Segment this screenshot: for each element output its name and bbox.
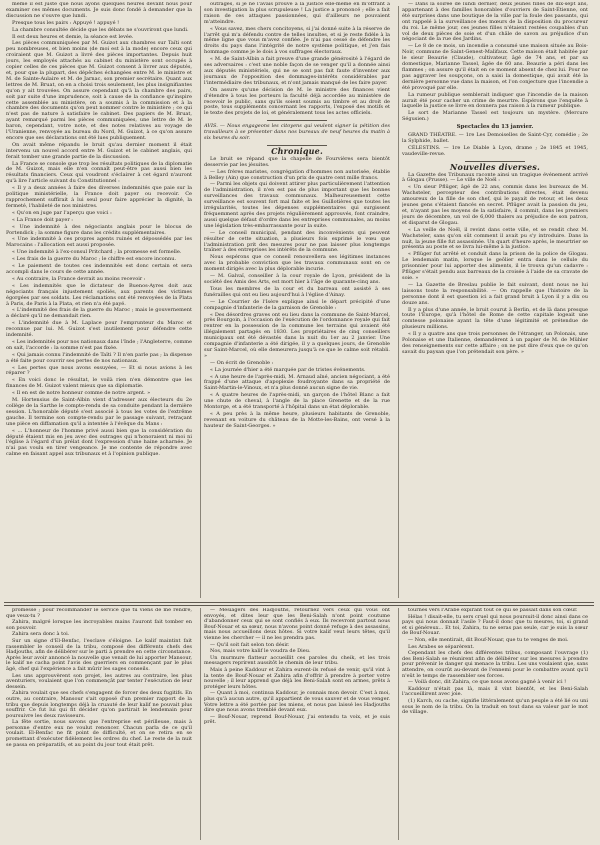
paragraph: « A quatre heures de l'après-midi, un garçon de l'hôtel Blanc a fait une chute de cheval, à l'angle de la place Grenette et de la rue Montorge, et a été transporté à l'hôpital dans un état déplorable.: [204, 392, 390, 411]
paragraph: On assure qu'une décision de M. le ministre des finances vient d'étendre à tous les porteurs la faculté déjà accordée au ministère de recevoir le public, sans qu'ils soient soumis au timbre et au droit de poste, tous suppléments concernant les rapports, l'exposé des motifs et le texte des projets de loi, et généralement tous les actes officiels.: [204, 86, 390, 117]
paragraph: Les uns approuvèrent son projet, les autres au contraire, les plus aventuriers, voulaient que l'on commençât par tenter l'exécution de leur dessein.: [6, 672, 192, 690]
column-1: [6, 2, 192, 600]
paragraph: « La veille de Noël, il revint dans cette ville, et se rendit chez M. Wachsteler, sans qu'on sût comment il avait pu s'y introduire. Dans la nuit, la jeune fille fut assassinée. Un quart d'heure après, le meurtrier se présenta au poste et se livra lui-même à la justice.: [402, 226, 588, 251]
paragraph: « A une heure de l'après-midi, M. Arnaud aîné, ancien négociant, a été frappé d'une attaque d'apoplexie foudroyante dans sa propriété de Saint-Martin-le-Vinoux, et n'a plus donné aucun signe de vie.: [204, 373, 390, 392]
paragraph: « Il y a deux années à faire des diverses indemnités que paie sur la politique ministérielle, la France doit payer ou recevoir. Ce rapprochement suffirait à lui seul pour faire apprécier la dignité, la fermeté, l'habileté de nos ministres.: [6, 185, 192, 209]
paragraph: promesse ; pour recommander le service que tu viens de me rendre, que veux-tu ?: [6, 608, 192, 619]
paragraph: « Des désordres graves ont eu lieu dans la commune de Saint-Marcel, près Bourgoin, à l'occasion de l'exécution de l'ordonnance royale qui fait rentrer en la possession de la commune les terrains qui avaient été illégalement partagés en 1830. Les propriétaires de cinq conseillers municipaux ont été dévastés dans la nuit du 1er au 2 janvier. Une compagnie d'infanterie a été dirigée, il y a quelques jours, de Grenoble sur Saint-Marcel, où elle demeurera jusqu'à ce que le calme soit rétabli. »: [204, 311, 390, 359]
paragraph: « L'indemnité des frais de la guerre du Maroc ; mais le gouvernement a déclaré qu'il ne demandait rien.: [6, 307, 192, 320]
paragraph: « Pflüger fut arrêté et conduit dans la prison de la police de Glogau. Le lendemain matin, lorsque le geôlier entra dans le cellule du prisonnier pour lui apporter des aliments, il le trouva qu'un cadavre : Pflüger s'était pendu aux barreaux de la croisée à l'aide de sa cravate de soie. »: [402, 251, 588, 281]
paragraph: Mais à peine Kaddour et Zahira eurent-ils refusé de venir, qu'il vint à la tente de Bouf-Nouar et Zahira afin d'offrir à prendre à porter votre nouvelle ; il leur apprend que déjà les Beni-Salah sont en armes, prêts à protéger leurs hôtes.: [204, 666, 390, 690]
paragraph: « M. de Saint-Albin a fait preuve d'une grande générosité à l'égard de ses adversaires : c'est une noble façon de se venger qu'il a donnée ainsi aux députés ministériels, qui ne se sont pas fait faute d'inventer aux journaux de l'opposition des dommages-intérêts considérables par l'intermédiaire des tribunaux, et n'ont jamais manqué de les faire payer.: [204, 56, 390, 86]
paragraph: — Les frères maristes, congrégation d'hommes non autorisée, établie à Belley (Ain) que construction d'un prix de quatre cent mille francs.: [204, 168, 390, 181]
paragraph: Cependant les chefs des différentes tribus, composant l'ouvrage (1) des Beni-Salah se réunirent afin de délibérer sur les mesures à prendre pour prévenir le danger qui menace la tribu. Les uns voulaient que, sans attendre, on courût au-devant de l'ennemi pour le combattre avant qu'il n'eût le temps de rassembler ses forces.: [402, 650, 588, 679]
paragraph: — Le conseil municipal, pendant des inconvénients qui peuvent résulter de cette situation, a plusieurs fois exprimé le vœu que l'administration prit des mesures pour ne pas laisser plus longtemps traîner à des entreprises les intérêts de la commune.: [204, 229, 390, 254]
paragraph: La rumeur publique semblerait indiquer que l'incendie de la maison aurait été pour cacher un crime de meurtre. Espérons que l'enquête à laquelle la justice se livre en donnera pas raison à la rumeur publique.: [402, 91, 588, 110]
paragraph: La fête sortie, nous savons que l'entreprise est périlleuse, mais à personne d'entre eux ne voulut renoncer. Chacun parla de ce qu'il voulait. El-Benfac ne fit point de difficulté, et on se retira en se promettant d'exécuter fidèlement les ordres du chef. Le reste de la nuit se passa en préparatifs, et au point du jour tout était prêt.: [6, 719, 192, 748]
paragraph: La chambre consultée décide que les débats ne s'ouvriront que lundi.: [12, 26, 189, 33]
paragraph: « Il en est de notre honneur comme de notre argent. »: [12, 390, 151, 397]
paragraph: « Qu'on en juge par l'aperçu que voici :: [12, 209, 112, 216]
paragraph: On avait même répandu le bruit qu'au dernier moment il était intervenu un nouvel accord entre M. Guizot et le cabinet anglais, qui ferait tomber une grande partie de la discussion.: [6, 141, 192, 160]
paragraph: Zahira, malgré lorsque les incroyables mains l'auront fait tomber en son pouvoir.: [6, 619, 192, 631]
paragraph: Un murmure flatteur accueillit ces paroles du cheik, et les trois messagers reprirent aussitôt le chemin de leur tribu.: [204, 654, 390, 667]
paragraph: « La France doit payer :: [12, 216, 73, 223]
paragraph: Zahira sera donc à toi.: [12, 631, 70, 638]
paragraph: « Une indemnité à des négociants anglais pour le blocus de Portendick ; la somme figure dans les crédits supplémentaires.: [6, 223, 192, 236]
paragraph: « Les frais de la guerre du Maroc ; le chiffre est encore inconnu.: [12, 256, 177, 263]
feuilleton-column-3: [402, 608, 588, 717]
column-2: [204, 2, 390, 600]
paragraph: — Parmi les objets qui doivent attirer plus particulièrement l'attention de l'administration, il n'en est pas de plus important que les bonnes surveillances des travaux communaux. Malheureusement cette surveillance est souvent fort mal faite et les Guillotières que toutes les irrégularités, toutes les dépenses supplémentaires qui surgissent fréquemment après des projets régulièrement approuvés, font craindre, aussi quelque défaut d'ordre dans les entreprises communales, au moins une législation très-embarrassante pour la suite.: [204, 181, 390, 229]
paragraph: GRAND THÉATRE. — 1re Les Demoiselles de Saint-Cyr, comédie ; 2e la Sylphide, ballet.: [402, 132, 588, 144]
paragraph: même il est juste que nous ayons quelques heures devant nous pour examiner ces mêmes documents. Je suis donc fondé à demander que la discussion ne s'ouvre que lundi.: [6, 2, 192, 19]
column-divider: [398, 6, 399, 598]
paragraph: Il est deux heures et demie, la séance est levée.: [12, 33, 134, 40]
column-3: [402, 2, 588, 600]
paragraph: « A peu près à la même heure, plusieurs habitants de Grenoble, revenant en voiture du château de la Motte-les-Bains, ont versé à la hauteur de Saint-Georges. »: [204, 411, 390, 429]
paragraph: « Qui jamais connu l'indemnité de Taïti ? Il n'en parle pas ; la dispense a été faite pour couvrir ses pertes de nos nationaux.: [6, 351, 192, 364]
paragraph: — Le 8 de ce mois, un incendie a consumé une maison située au Bois-Noir, commune de Saint-Genest-Malifaux. Cette maison était habitée par le sieur Beaurie (Claude), cultivateur, âgé de 74 ans, et par sa domestique, Marianne Tassel, âgée de 60 ans. Beaurie a péri dans les flammes ; on assure qu'il était en ce moment absent de chez lui. Pour ne pas aggraver les soupçons, on a saisi la domestique, qui avait été la dernière personne vue dans la maison, et l'on conjecture que l'incendie a été provoqué par elle.: [402, 43, 588, 91]
paragraph: — On écrit de Grenoble :: [210, 359, 274, 366]
paragraph: « Il y a quatre ans que trois personnes de l'étranger, un Polonais, une Polonaise et une Italienne, demandèrent à un papier de M. de Mühler des renseignements sur cette affaire ; on ne put dire d'eux que ce qu'on savait du paysan que l'on prétendait son père. »: [402, 331, 588, 355]
paragraph: « Les pertes que nous avons essuyées, — Et si nous avions à les réparer ?: [6, 364, 192, 377]
paragraph: — Mesiagers des Hadjouths, retournez vers ceux qui vous ont envoyés, et dites leur que les Beni-Salah n'ont point coutume d'abandonner ceux qui se sont confiés à eux. Ils recevront partout nous Bouf-Nouar et sa sœur, nous n'avons point donné refuge à des assassins, mais nous accueillons deux hôtes. Si votre kalif veut leurs têtes, qu'il vienne les chercher — il ne les prendra pas.: [204, 608, 390, 641]
paragraph: Zahira voulait que ses chefs s'engagent de forcer des deux fugitifs. En outre, au contraire, Mansour s'ait opposé d'un premier rapport de la tribu que depuis longtemps déjà la cruauté de leur kalif ne pouvait plus souffrir. Ce fut lui qui fit décider qu'on partirait le lendemain pour poursuivre les deux ravisseurs.: [6, 690, 192, 719]
paragraph: Presque tous les pairs : Appuyé ! appuyé !: [12, 19, 120, 26]
paragraph: tournés vers l'Arabe expirant tout ce qui se passait dans son cœur.: [408, 608, 578, 613]
newspaper-page: [4, 2, 594, 842]
paragraph: Nous espérons que ce conseil renouvellera ses légitimes instances avec la probable conviction que les travaux communaux sont en ce moment dirigés avec la plus déplorable incurie.: [204, 254, 390, 273]
paragraph: — M. Galvaï, conseiller à la cour royale de Lyon, président de la société des Amis des Arts, est mort hier à l'âge de quarante-cinq ans.: [204, 273, 390, 285]
paragraph: M. Hortensius de Saint-Albin vient d'adresser aux électeurs du 2e collège de la Sarthe le compte-rendu de sa conduite pendant la dernière session. L'honorable député s'est associé à tous les votes de l'extrême gauche. Il termine son compte-rendu par le passage suivant, retraçant une pièce en diffamation qu'il a intentée à l'évêque du Mans :: [6, 397, 192, 427]
feuilleton: [4, 608, 594, 842]
paragraph: CÉLESTINS. — 1re Le Diable à Lyon, drame ; 2e 1845 et 1945, vaudeville-revue.: [402, 144, 588, 157]
paragraph: — Voilà donc, dit Zahira, ce que nous avons gagné à venir ici !: [408, 679, 567, 686]
paragraph: « Vous savez, mes chers concitoyens, si j'ai donné suite à la réserve de l'arrêt qui m'a défendu contre de telles insultes, et si je reste fidèle à la même ligne que vous m'avez confiée. Je n'ai pas cessé de défendre les droits du pays dans l'intégrité de notre système politique, et j'en fais hommage comme je le dois à vos suffrages électoraux.: [204, 25, 390, 56]
paragraph: (1) Karch, ou cache, signifie littéralement qu'un peuple a été lié ou uni sous le nom de la tribu. On la traduit en tout dans sa valeur par le mot de village.: [402, 697, 588, 716]
spectacles-heading: Spectacles du 13 janvier.: [456, 124, 534, 131]
paragraph: La Gazette des Tribunaux raconte ainsi un tragique événement arrivé à Glogau (Prusse). — Le ville de Noël :: [402, 171, 588, 184]
separator: [267, 120, 327, 121]
paragraph: — Quant à moi, continua Kaddour, je connais mon devoir. C'est à moi, plus qu'à aucun autre, qu'il appartient de vous sauver et de vous venger. Votre lettre a été portée par les miens, et nous pas laissé les Hadjouths dire que nous avons tremblé devant eux.: [204, 690, 390, 714]
feuilleton-column-1: [6, 608, 192, 749]
paragraph: — Non, elle mentirait, dit Bouf-Nouar, que tu te venges de moi.: [408, 636, 569, 643]
paragraph: — Dans la soirée de lundi dernier, deux jeunes filles de dix-sept ans, appartenant à des familles honorables d'ouvriers de Saint-Étienne, ont été surprises dans une boutique de la ville par la foule des passants, qui ont rappelé à la surveillance des mœurs de la disposition du procureur du roi. Le même jour, ces jeunes filles n'étaient restées coupables d'un vol de deux pièces de soie et d'un châle de savon au préjudice d'un négociant de la rue des Jardins.: [402, 2, 588, 43]
paragraph: — Le Courrier de l'Isère explique ainsi le départ précipité d'une compagnie d'infanterie de la garnison de Grenoble :: [204, 298, 390, 311]
feuilleton-rule: [4, 602, 594, 603]
feuilleton-column-2: [204, 608, 390, 727]
paragraph: Sur un signe d'El-Benfac, l'esclave s'éloigne. Le kalif maintint fait rassembler le conseil de la tribu, composé des différents chefs des Hadjouths, afin de délibérer sur le parti à prendre en cette circonstance. Après leur avoir annoncé la nouvelle que venait de lui apporter Mansour, le kalif ne cacha point l'avis des guerriers en commençant par le plus âgé, chef qui l'expérience a fait mûrir les sages conseils.: [6, 637, 192, 672]
column-divider: [398, 608, 399, 840]
paragraph: — Qu'il soit fait selon ton désir.: [210, 641, 290, 648]
paragraph: Les pièces communiquées par M. Guizot aux chambres sur Taïti sont peu nombreuses, et bien moins (de moi est à la mode) encore ceux qui croiraient que M. Guizot a livré des pièces importantes. Depuis huit jours, les employés attachés au cabinet du ministère sont occupés à copier celles de ces pièces que M. Guizot consent à livrer aux députés, et, pour que la plupart, des dépêches échangées entre M. le ministre et M. de Sainte-Aulaire et M. de Jarnac, son premier secrétaire. Quant aux lettres de M. Bruat, on en a choisi trois seulement, les plus insignifiantes qu'on y ait trouvées. On assure cependant qu'à la chambre des pairs, soit par suite d'une imprudence, soit à cause de la confiance qu'inspire cette assemblée au ministère, on a soumis à la commission et à la chambre des documents qu'on peut nommer contre le ministère ; ce qui n'est pas de nature à satisfaire le cabinet. Des papiers de M. Bruat, ayant remarqué parmi les pièces communiquées, une lettre de M. le baron, cependant, votre note, et des notes relatives au voyage de l'Uranienne, renvoyée au bureau du Nord, M. Guizot, à ce qu'on assure encore que ses déclarations ont été lues publiquement.: [6, 40, 192, 141]
paragraph: « Un sieur Pflüger, âgé de 22 ans, commis dans les bureaux de M. Wachsteler, percepteur des contributions directes, était devenu amoureux de la fille de son chef, qui le payait de retour, et les deux jeunes gens s'étaient fiancés en secret. Pflüger avait la passion du jeu, et, n'ayant pas les moyens de la satisfaire, il commit, dans les premiers jours de décembre, un vol de 6,000 thalers au préjudice de son patron, et disparut de Glogau.: [402, 184, 588, 226]
paragraph: Le sort de Marianne Tassel est toujours un mystère. (Mercure Ségusien.): [402, 110, 588, 123]
feuilleton-rule: [4, 605, 594, 606]
paragraph: — Bouf-Nouar, reprend Bouf-Nouar, j'ai entendu ta voix, et je suis prêt.: [204, 713, 390, 726]
paragraph: « L'indemnité due à M. Laplace pour l'emprunteur du Maroc et reconnue par lui. M. Guizot s'est inutilement pour défendre cette indemnité.: [6, 320, 192, 339]
paragraph: « Les indemnités pour nos nationaux dans l'Inde ; l'Angleterre, comme on sait, l'accorde : la somme n'est pas fixée.: [6, 338, 192, 351]
paragraph: « Les indemnités que le dictateur de Buenos-Ayres doit aux négociants français injustement spoliés, aux parents des victimes égorgées par ses soldats. Les réclamations ont été renvoyées de la Plata à Paris, de Paris à la Plata, et rien n'a été payé.: [6, 282, 192, 307]
paragraph: « Le paiement de toutes ces indemnités est donc certain et sera accompli dans le cours de cette année.: [6, 263, 192, 275]
paragraph: Tous les membres de la cour et du barreau ont assisté à ses funérailles qui ont eu lieu aujourd'hui à l'église d'Ainay.: [204, 285, 390, 298]
paragraph: « Une indemnité à ces propres agents ruinés et dépossédés par les Marocains : l'allocation est aussi proposée.: [6, 236, 192, 249]
column-divider: [200, 6, 201, 598]
paragraph: Les Arabes se séparèrent.: [408, 643, 475, 650]
chronique-heading: Chronique.: [271, 145, 323, 156]
paragraph: Il y a plus d'une année, le bruit courut à Berlin, et de là dans presque toute l'Europe, qu'à l'hôtel de Rome de cette capitale logeait une comtesse polonaise ayant la tête d'une légitimité et prétendue de plusieurs millions.: [402, 306, 588, 331]
paragraph: outrages, si je ne l'avais prouvé à la justice elle-même en m'offrant à son investigation la plus scrupuleuse ! La justice a prononcé ; elle a fait raison de ces attaques passionnées, qui d'ailleurs ne pouvaient m'atteindre.: [204, 2, 390, 25]
paragraph: « ... L'honneur de l'homme privé aussi bien que la considération du député étaient mis en jeu avec des outrages qui n'honoraient ni moi ni l'église à l'égard d'un prélat dont l'expression d'une haine acharnée. Je n'ai pas voulu en tirer vengeance. Je me contente de répondre avec calme en faisant appel aux tribunaux et à l'opinion publique.: [6, 427, 192, 458]
paragraph: « La journée d'hier a été marquée par de tristes événements.: [210, 366, 366, 373]
paragraph: Hélas ! disait-elle, tu sers cruel qui nous poursuit-il donc ainsi dans ce pays qui nous donnait l'asile ? Faut-il donc que tu meures, toi, si grand et si généreux... Et toi, Zahira, tu ne seras pas seule, car je suis la sœur de Bouf-Nouar.: [402, 613, 588, 637]
paragraph: — La Gazette de Breslau publie le fait suivant, dont nous ne lui laissons toute la responsabilité. — On rappelle que l'histoire de la personne dont il est question ici a fait grand bruit à Lyon il y a dix ou douze ans.: [402, 281, 588, 306]
nouvelles-heading: Nouvelles diverses.: [450, 161, 540, 172]
avis-notice: AVIS. — Nous engageons les citoyens qui veulent signer la pétition des travailleurs à se présenter dans nos bureaux de neuf heures du matin à six heures du soir.: [204, 123, 390, 142]
paragraph: « Une indemnité à l'ex-consul Pritchard ; la promesse est formelle.: [12, 249, 182, 256]
paragraph: « En voici donc le résultat, le voilà rien n'en démontre que les finances de M. Guizot valent mieux que sa diplomatie.: [6, 377, 192, 390]
paragraph: La France se console que trop les résultats politiques de la diplomatie de M. Guizot, mais elle n'en connaît peut-être pas aussi bien les résultats financiers. Ceux qui voudront s'éclairer à cet égard n'auront qu'à lire l'article suivant du Constitutionnel :: [6, 160, 192, 185]
paragraph: « Au contraire, la France devrait au moins recevoir :: [12, 275, 146, 282]
paragraph: Le bruit se répand que la chapelle de Fourvières sera bientôt desservie par les jésuites.: [204, 155, 390, 168]
column-divider: [200, 608, 201, 840]
paragraph: Kaddour n'était pas là, mais il vint bientôt, et les Beni-Salah l'accueillirent avec joie.: [402, 685, 588, 698]
paragraph: Nos, mais votre kalif le voudra de Dieu.: [210, 648, 311, 655]
